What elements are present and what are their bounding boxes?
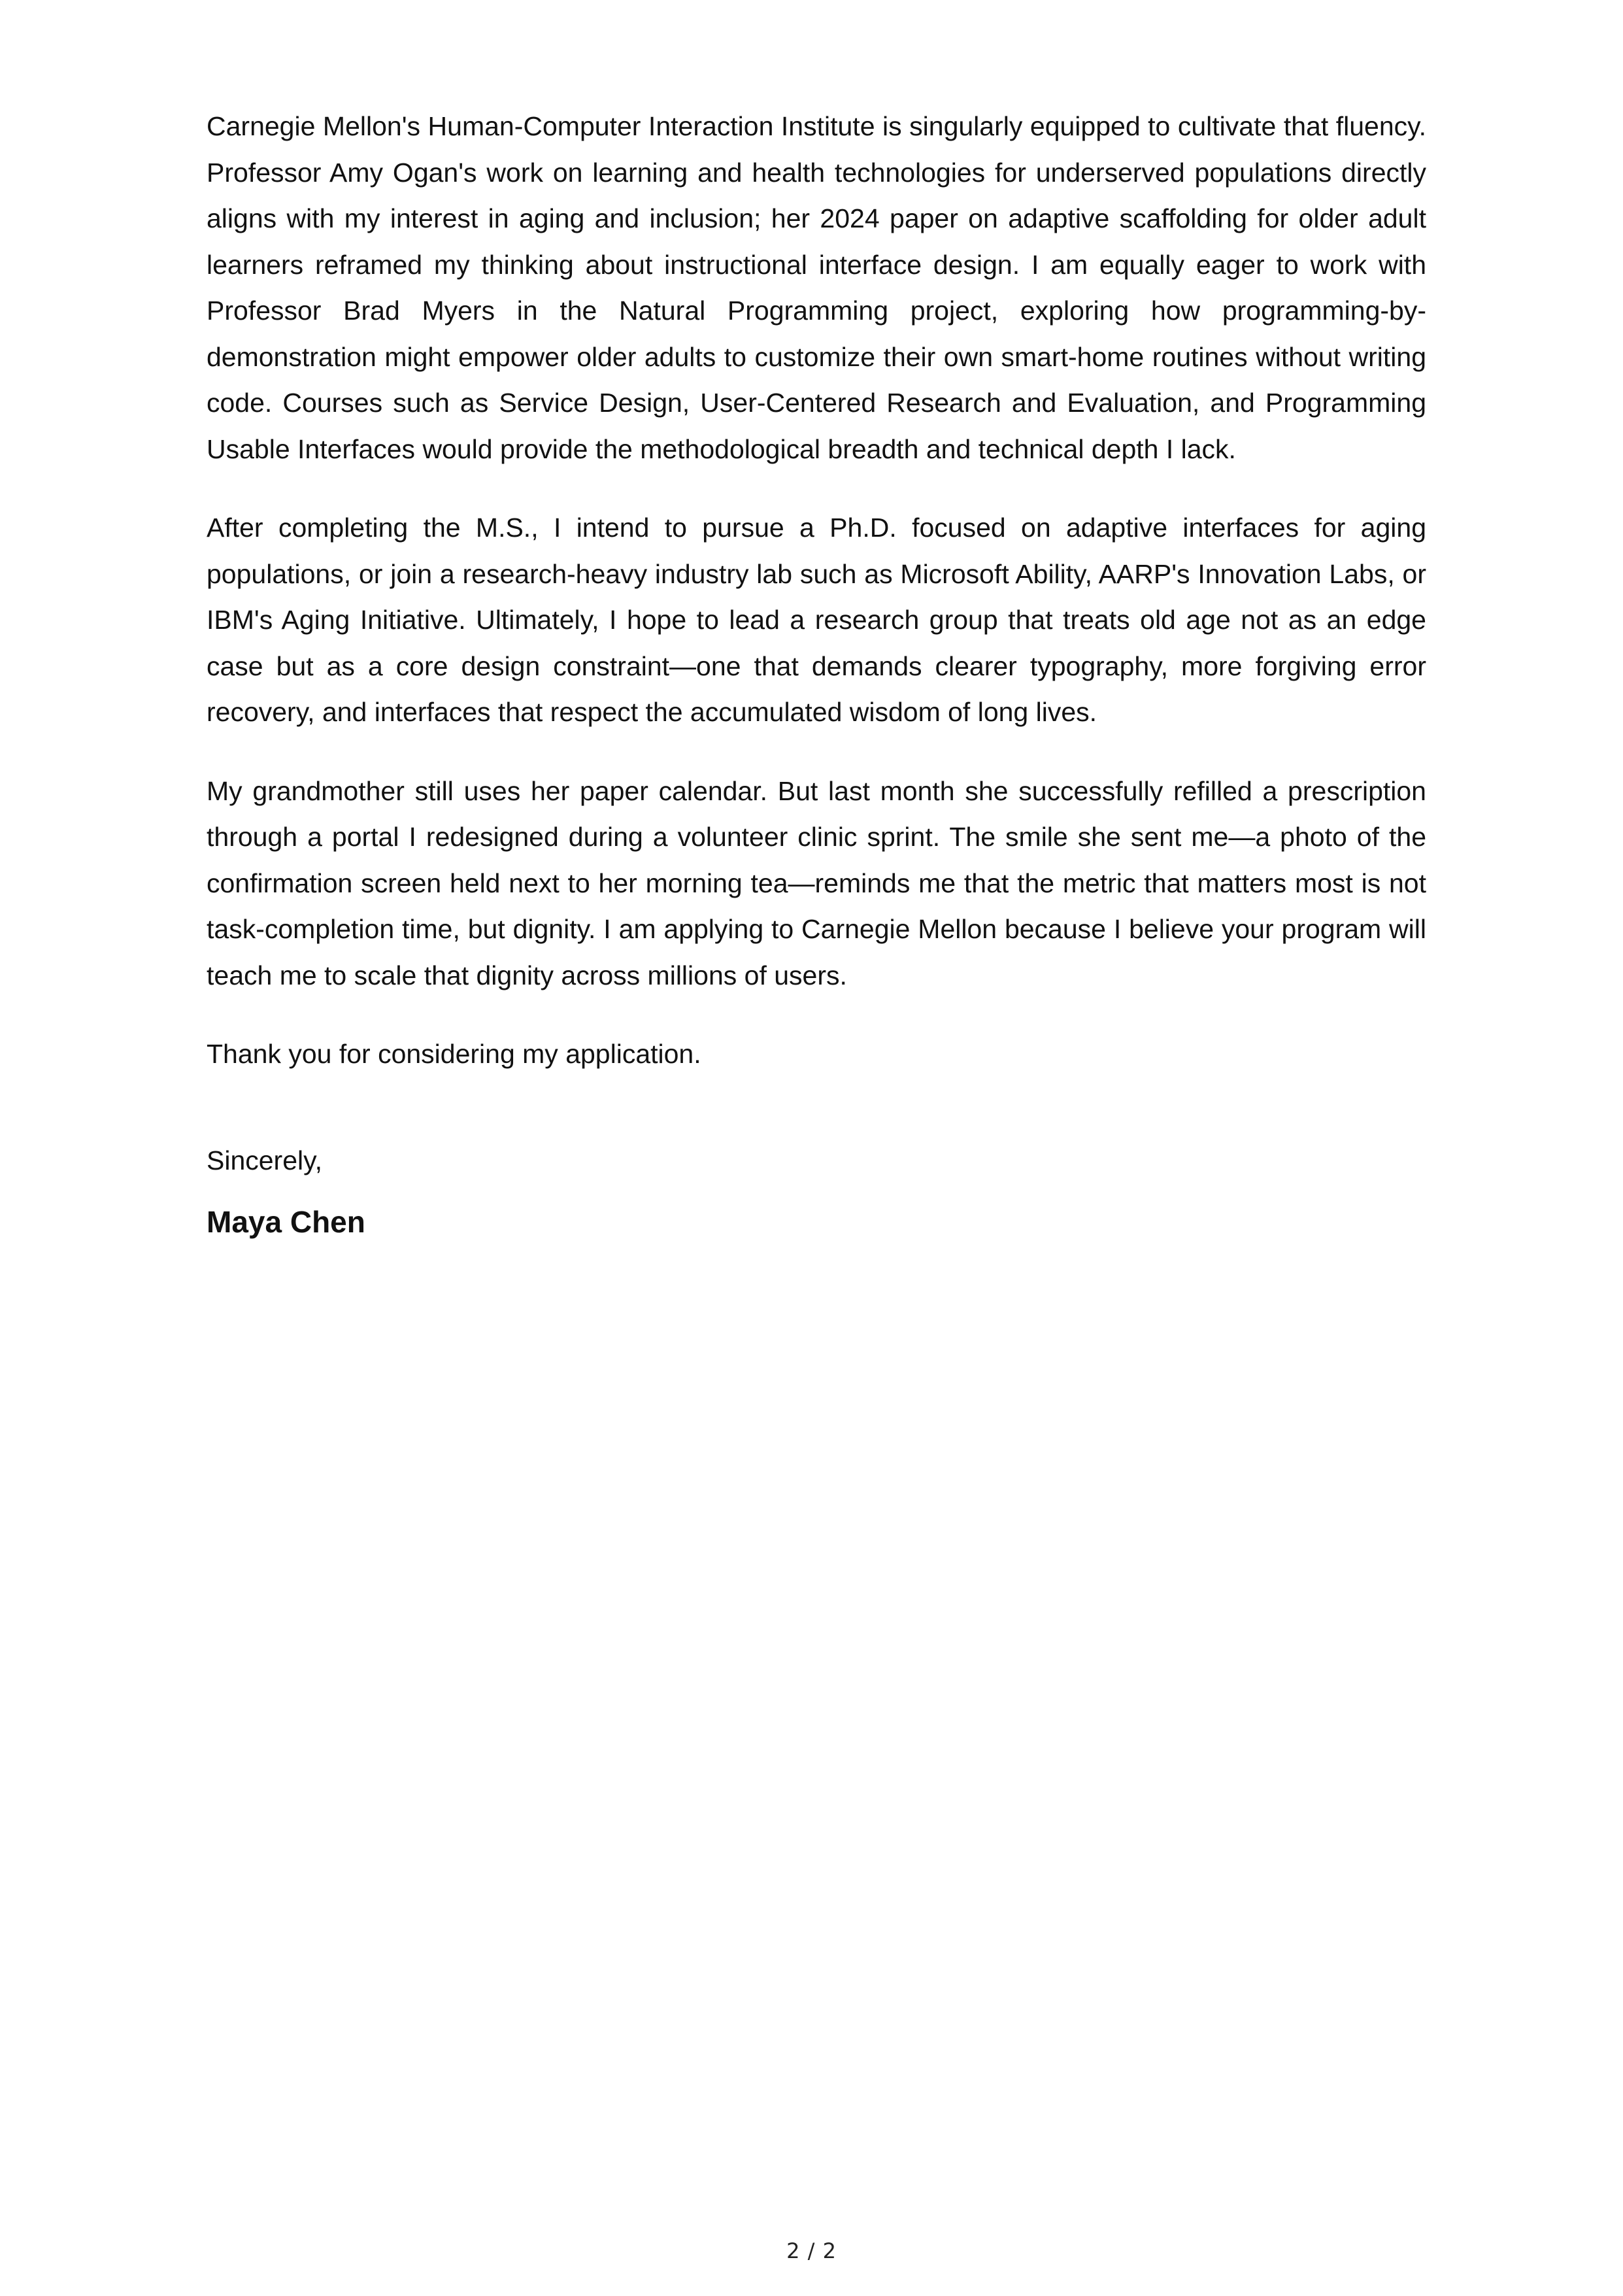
letter-body <box>207 103 1426 1245</box>
paragraph-career-goals: After completing the M.S., I intend to pursue a Ph.D. focused on adaptive interfaces for aging populations, or join a research-heavy industry lab such as Microsoft Ability, AARP's Innovation Labs, or IBM's Aging Initiative. Ultimately, I hope to lead a research group that treats old age not as an edge case but as a core design constraint—one that demands clearer typography, more forgiving error recovery, and interfaces that respect the accumulated wisdom of long lives. <box>207 513 1426 727</box>
closing-salutation: Sincerely, <box>207 1145 322 1175</box>
paragraph-closing-story: My grandmother still uses her paper calendar. But last month she successfully refilled a prescription through a portal I redesigned during a volunteer clinic sprint. The smile she sent me—a photo of the confirmation screen held next to her morning tea—reminds me that the metric that matters most is not task-completion time, but dignity. I am applying to Carnegie Mellon because I believe your program will teach me to scale that dignity across millions of users. <box>207 775 1426 990</box>
thank-you-line: Thank you for considering my application. <box>207 1039 701 1069</box>
page-number: 2 / 2 <box>786 2238 837 2263</box>
signature-name: Maya Chen <box>207 1205 365 1239</box>
paragraph-faculty-fit: Carnegie Mellon's Human-Computer Interaction Institute is singularly equipped to cultivate that fluency. Professor Amy Ogan's work on learning and health technologies for underserved populations directly aligns with my interest in aging and inclusion; her 2024 paper on adaptive scaffolding for older adult learners reframed my thinking about instructional interface design. I am equally eager to work with Professor Brad Myers in the Natural Programming project, exploring how programming-by-demonstration might empower older adults to customize their own smart-home routines without writing code. Courses such as Service Design, User-Centered Research and Evaluation, and Programming Usable Interfaces would provide the methodological breadth and technical depth I lack. <box>207 111 1426 464</box>
